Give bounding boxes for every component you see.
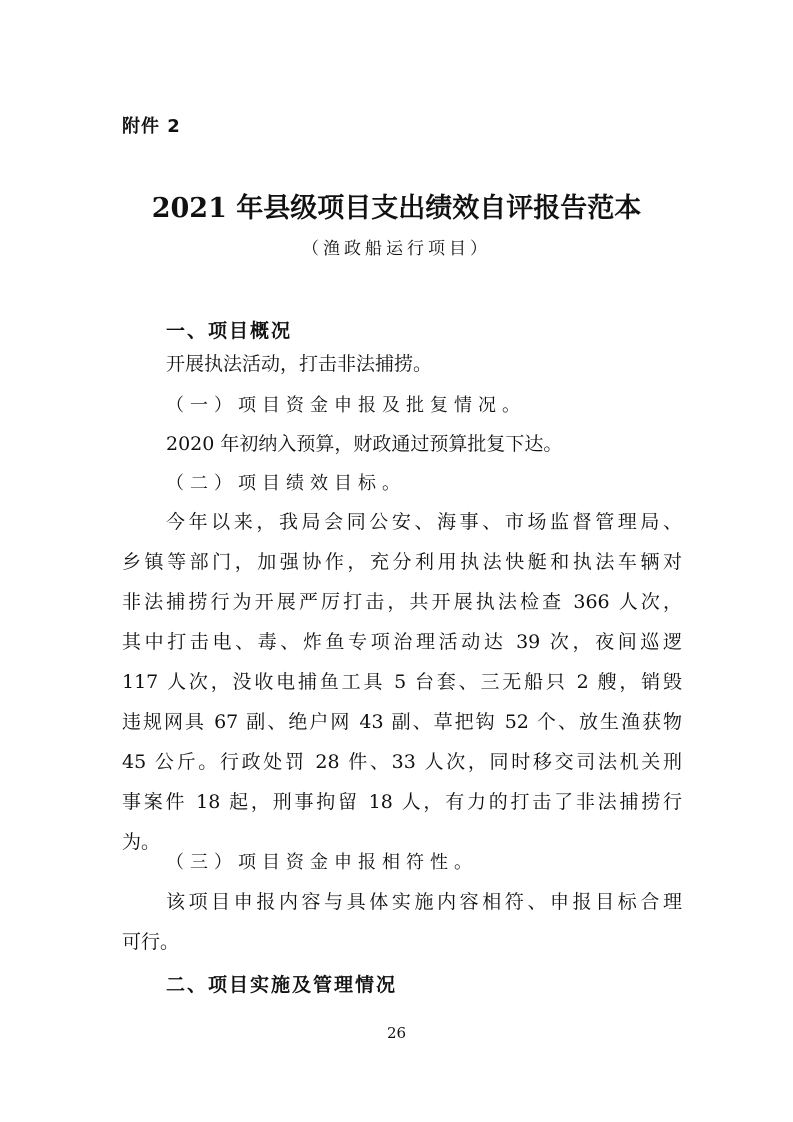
- performance-goals-paragraph: [122, 502, 682, 862]
- paragraph-line: 违规网具 67 副、绝户网 43 副、草把钩 52 个、放生渔获物: [122, 711, 682, 733]
- paragraph-line: 乡镇等部门，加强协作，充分利用执法快艇和执法车辆对: [122, 551, 682, 573]
- paragraph-line: 45 公斤。行政处罚 28 件、33 人次，同时移交司法机关刑: [122, 751, 682, 773]
- paragraph-line: 117 人次，没收电捕鱼工具 5 台套、三无船只 2 艘，销毁: [122, 671, 682, 693]
- document-title: 2021 年县级项目支出绩效自评报告范本: [151, 193, 642, 224]
- subsection-heading-funding: （一）项目资金申报及批复情况。: [166, 395, 526, 416]
- paragraph-line: 其中打击电、毒、炸鱼专项治理活动达 39 次，夜间巡逻: [122, 631, 682, 653]
- paragraph-line: 事案件 18 起，刑事拘留 18 人，有力的打击了非法捕捞行: [122, 791, 682, 813]
- funding-text: 2020 年初纳入预算，财政通过预算批复下达。: [166, 433, 563, 455]
- attachment-label: 附件 2: [122, 116, 181, 137]
- paragraph-line: 该项目申报内容与具体实施内容相符、申报目标合理: [166, 891, 682, 913]
- section-heading-implementation: 二、项目实施及管理情况: [166, 974, 398, 996]
- paragraph-line: 非法捕捞行为开展严厉打击，共开展执法检查 366 人次，: [122, 591, 682, 613]
- project-overview-intro: 开展执法活动，打击非法捕捞。: [166, 353, 433, 375]
- paragraph-line: 可行。: [122, 931, 180, 953]
- subsection-heading-funding-consistency: （三）项目资金申报相符性。: [166, 852, 478, 873]
- document-subtitle: （渔政船运行项目）: [302, 239, 491, 259]
- section-heading-project-overview: 一、项目概况: [166, 320, 293, 342]
- paragraph-line: 今年以来，我局会同公安、海事、市场监督管理局、: [166, 511, 682, 533]
- funding-consistency-paragraph: [122, 882, 682, 962]
- paragraph-line: 为。: [122, 831, 161, 853]
- subsection-heading-performance-goals: （二）项目绩效目标。: [166, 473, 406, 494]
- page-number: 26: [386, 1024, 407, 1042]
